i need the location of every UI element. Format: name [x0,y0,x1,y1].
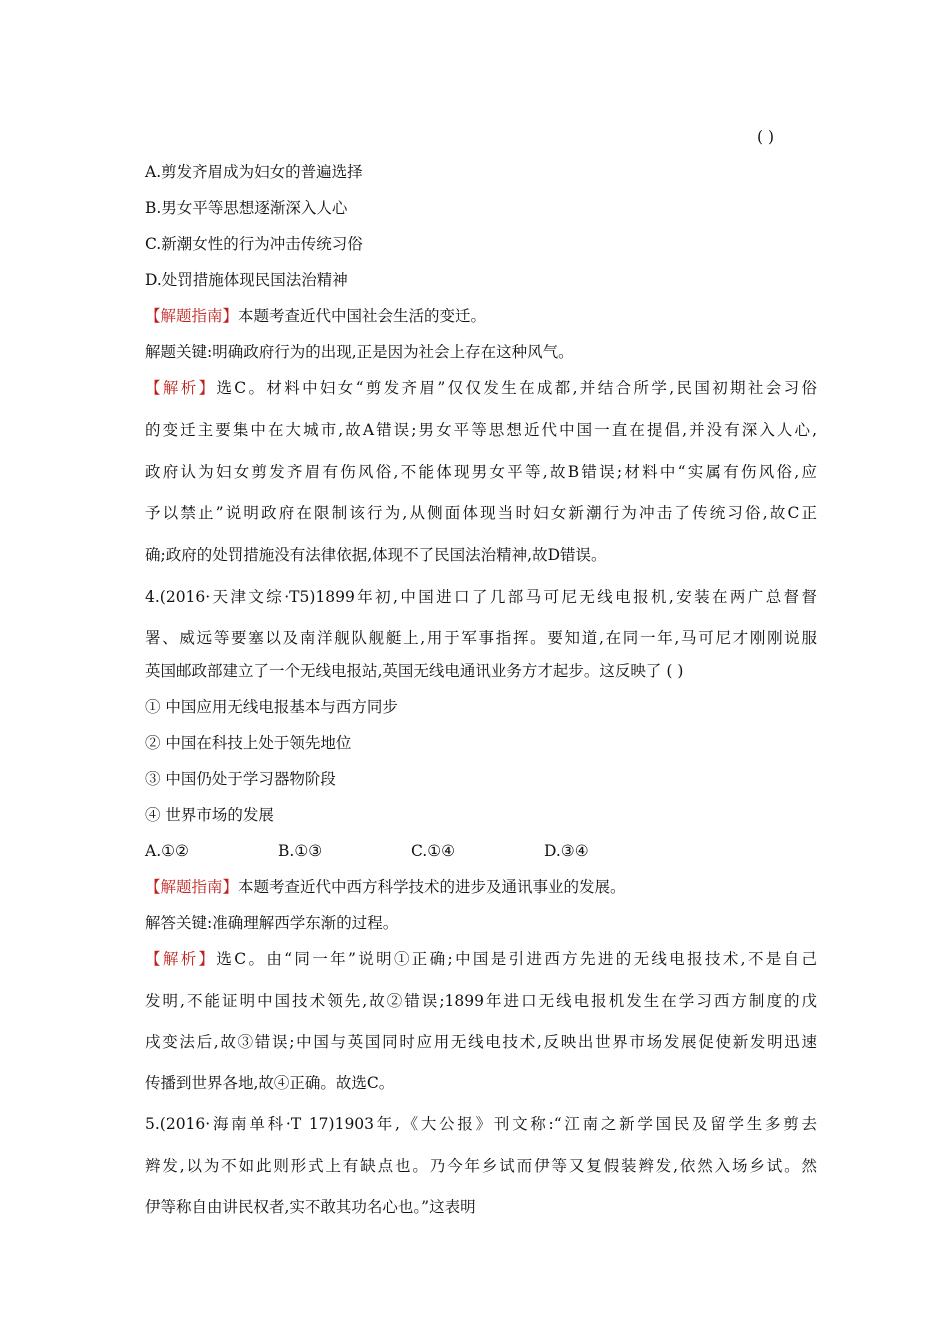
q4-choice-c: C.①④ [411,842,456,860]
q4-key: 解答关键:准确理解西学东渐的过程。 [145,914,399,932]
q3-option-a: A.剪发齐眉成为妇女的普遍选择 [145,163,363,181]
analysis-label: 【解析】 [145,950,217,968]
q3-option-c: C.新潮女性的行为冲击传统习俗 [145,235,363,253]
q3-analysis-line: 的变迁主要集中在大城市,故A错误;男女平等思想近代中国一直在提倡,并没有深入人心, [145,421,817,439]
guide-text: 本题考查近代中西方科学技术的进步及通讯事业的发展。 [238,878,626,896]
q4-statement: ④ 世界市场的发展 [145,806,274,824]
q4-stem-line: 4.(2016·天津文综·T5)1899年初,中国进口了几部马可尼无线电报机,安装在两广总督督 [145,588,817,606]
q4-analysis-line [145,949,817,969]
q4-guide [145,877,817,897]
q3-analysis-line: 政府认为妇女剪发齐眉有伤风俗,不能体现男女平等,故B错误;材料中“实属有伤风俗,应 [145,463,817,481]
q5-stem-line: 伊等称自由讲民权者,实不敢其功名心也。”这表明 [145,1198,476,1216]
q4-choice-d: D.③④ [544,842,589,860]
analysis-text: 选C。材料中妇女“剪发齐眉”仅仅发生在成都,并结合所学,民国初期社会习俗 [216,379,817,397]
q3-option-d: D.处罚措施体现民国法治精神 [145,271,348,289]
q4-statement: ② 中国在科技上处于领先地位 [145,734,352,752]
q4-analysis-line: 发明,不能证明中国技术领先,故②错误;1899年进口无线电报机发生在学习西方制度的戊 [145,992,817,1010]
analysis-label: 【解析】 [145,379,217,397]
q3-guide [145,306,817,326]
q3-analysis-line [145,378,817,398]
answer-paren: ( ) [757,128,775,146]
q4-statement: ① 中国应用无线电报基本与西方同步 [145,698,398,716]
q5-stem-line: 5.(2016·海南单科·T 17)1903年,《大公报》刊文称:“江南之新学国民及留学生多剪去 [145,1115,817,1133]
q4-analysis-line: 戌变法后,故③错误;中国与英国同时应用无线电技术,反映出世界市场发展促使新发明迅速 [145,1033,817,1051]
guide-label: 【解题指南】 [145,878,239,896]
q3-option-b: B.男女平等思想逐渐深入人心 [145,199,348,217]
q4-choice-b: B.①③ [278,842,323,860]
q4-choices [145,841,817,861]
guide-text: 本题考查近代中国社会生活的变迁。 [238,307,487,325]
q3-analysis-line: 确;政府的处罚措施没有法律依据,体现不了民国法治精神,故D错误。 [145,546,607,564]
guide-label: 【解题指南】 [145,307,239,325]
analysis-text: 选C。由“同一年”说明①正确;中国是引进西方先进的无线电报技术,不是自己 [216,950,817,968]
q4-stem-line: 署、威远等要塞以及南洋舰队舰艇上,用于军事指挥。要知道,在同一年,马可尼才刚刚说服 [145,629,817,647]
q5-stem-line: 辫发,以为不如此则形式上有缺点也。乃今年乡试而伊等又复假装辫发,依然入场乡试。然 [145,1157,817,1175]
q4-choice-a: A.①② [145,842,189,860]
q3-key: 解题关键:明确政府行为的出现,正是因为社会上存在这种风气。 [145,343,574,361]
q3-analysis-line: 予以禁止”说明政府在限制该行为,从侧面体现当时妇女新潮行为冲击了传统习俗,故C正 [145,504,817,522]
q4-analysis-line: 传播到世界各地,故④正确。故选C。 [145,1074,395,1092]
q4-statement: ③ 中国仍处于学习器物阶段 [145,770,336,788]
q4-stem-line: 英国邮政部建立了一个无线电报站,英国无线电通讯业务方才起步。这反映了 ( ) [145,662,684,680]
